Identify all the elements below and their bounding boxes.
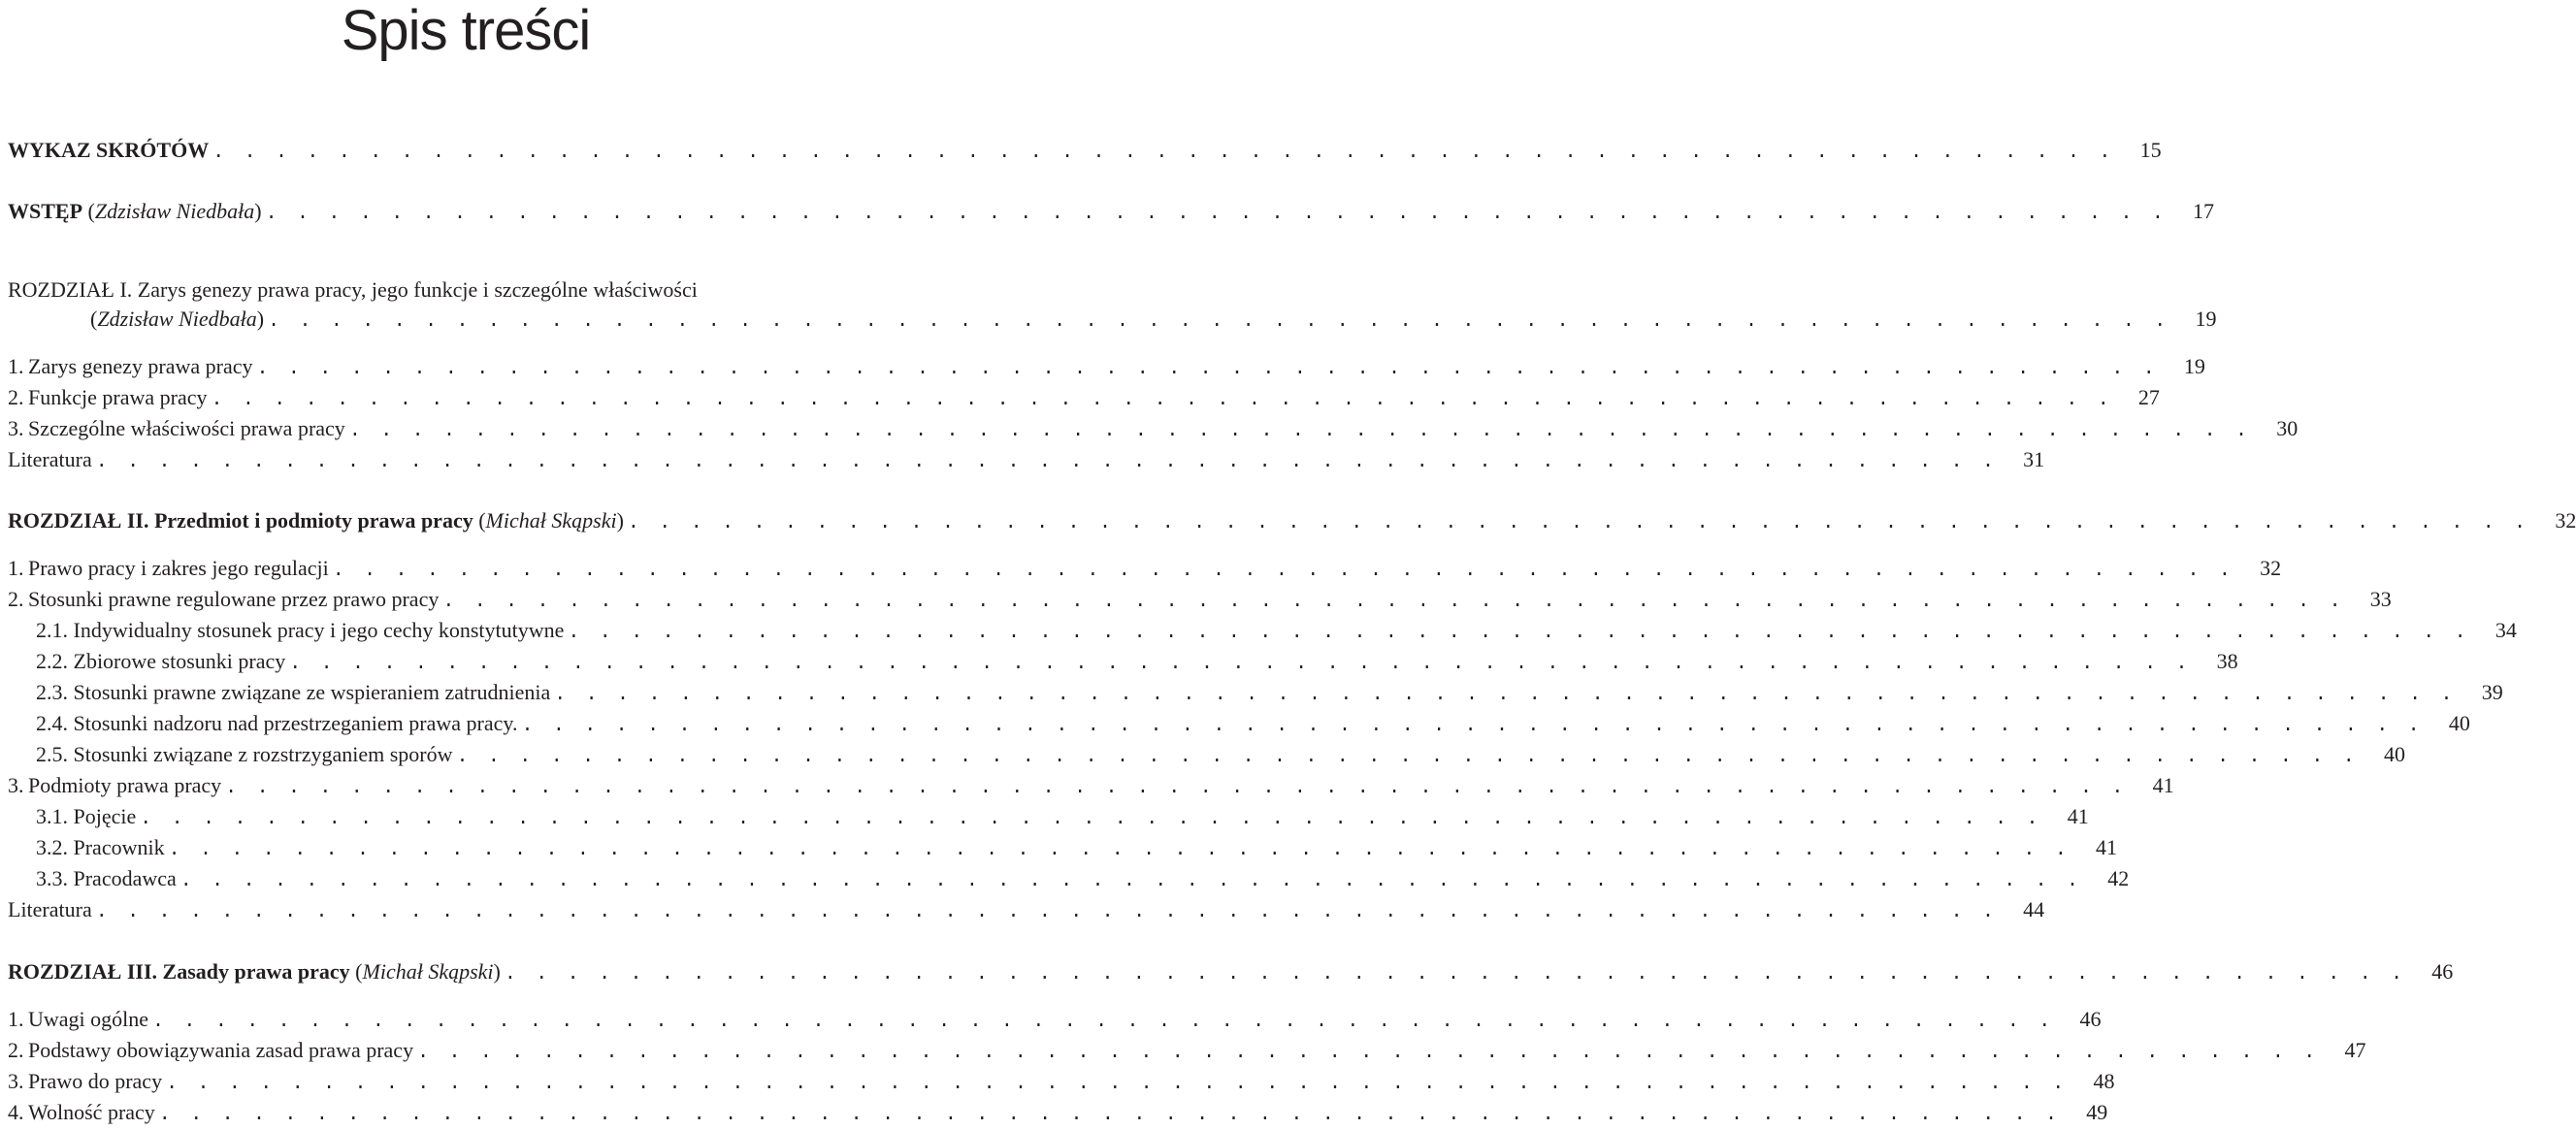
toc-entry-label: [8, 585, 439, 614]
toc-entry-bold-title: ROZDZIAŁ III. Zasady prawa pracy: [8, 959, 350, 984]
toc-entry: [8, 352, 2205, 381]
toc-entry-label: [8, 414, 345, 443]
toc-entry-label: [8, 275, 698, 305]
toc-entry-text: (: [82, 199, 95, 223]
toc-entry-page-number: 41: [2067, 804, 2089, 828]
toc-entry-text: (: [473, 508, 486, 533]
dot-leader: . . . . . . . . . . . . . . . . . . . . . . . . . . . . . . . . . . . . . . . . . . . . . . . . . . . . . . . . . . . . .: [521, 715, 2424, 737]
toc-entry-page-number: 30: [2276, 416, 2299, 440]
toc-entry-page-number: 41: [2152, 773, 2174, 797]
toc-entry: [8, 275, 931, 305]
toc-entry-text: Szczególne właściwości prawa pracy: [28, 416, 345, 440]
toc-entry-label: [8, 957, 501, 986]
toc-entry-page-number: 49: [2086, 1100, 2108, 1124]
toc-entry-text: Indywidualny stosunek pracy i jego cechy konstytutywne: [68, 618, 565, 642]
toc-entry: [36, 678, 2503, 707]
toc-entry: [8, 1005, 2102, 1034]
toc-entry-text: Zarys genezy prawa pracy: [28, 354, 253, 378]
toc-entry-label: [36, 647, 285, 676]
dot-leader: . . . . . . . . . . . . . . . . . . . . . . . . . . . . . . . . . . . . . . . . . . . . . . . . . . . . . . . . . . . . .: [442, 591, 2345, 613]
toc-entry: [36, 616, 2517, 645]
toc-entry-number: 2.1.: [36, 618, 68, 642]
toc-entry: [8, 136, 2162, 165]
toc-entry-author: Michał Skąpski: [362, 959, 494, 984]
dot-leader: . . . . . . . . . . . . . . . . . . . . . . . . . . . . . . . . . . . . . . . . . . . . . . . . . . . . . . . . . . . . .: [348, 420, 2252, 442]
toc-entry-text: Pracodawca: [68, 866, 177, 890]
toc-entry: [8, 957, 2454, 986]
toc-entry-label: [8, 554, 329, 583]
toc-entry-text: Stosunki prawne związane ze wspieraniem zatrudnienia: [68, 680, 551, 704]
toc-entry-number: 4.: [8, 1100, 24, 1124]
toc-entry-page-number: 46: [2079, 1007, 2102, 1031]
toc-entry-page-number: 32: [2260, 556, 2282, 580]
dot-leader: . . . . . . . . . . . . . . . . . . . . . . . . . . . . . . . . . . . . . . . . . . . . . . . . . . . . . . . . . . . . .: [568, 622, 2470, 644]
toc-entry-bold-title: ROZDZIAŁ II. Przedmiot i podmioty prawa pracy: [8, 508, 473, 533]
toc-entry-text: Prawo do pracy: [28, 1069, 163, 1093]
toc-entry-page-number: 46: [2431, 959, 2454, 984]
toc-entry-number: 1.: [8, 1007, 24, 1031]
toc-entry-text: Funkcje prawa pracy: [28, 385, 208, 409]
toc-entry-text: Stosunki nadzoru nad przestrzeganiem prawa pracy.: [68, 711, 518, 735]
toc-entry-text: Pracownik: [68, 835, 165, 859]
toc-entry-author: Michał Skąpski: [485, 508, 617, 533]
toc-entry-close-paren: ): [256, 307, 265, 331]
toc-entry-number: 3.3.: [36, 866, 68, 890]
toc-entry-number: 2.3.: [36, 680, 68, 704]
toc-entry-text: ROZDZIAŁ I. Zarys genezy prawa pracy, jego funkcje i szczególne właściwości: [8, 277, 698, 302]
toc-entry: [36, 647, 2238, 676]
toc-entry-close-paren: ): [493, 959, 501, 984]
toc-entry-number: 1.: [8, 556, 24, 580]
dot-leader: . . . . . . . . . . . . . . . . . . . . . . . . . . . . . . . . . . . . . . . . . . . . . . . . . . . . . . . . . . . . .: [554, 684, 2457, 706]
toc-entry-number: 2.5.: [36, 742, 68, 766]
toc-entry-text: Wolność pracy: [28, 1100, 155, 1124]
toc-entry-number: 2.: [8, 1038, 24, 1062]
toc-entry: [8, 771, 2174, 800]
toc-entry-label: [36, 616, 564, 645]
toc-entry-label: [36, 833, 165, 862]
toc-entry: [8, 1098, 2108, 1127]
toc-entry: [8, 1036, 2366, 1065]
toc-entry-number: 3.: [8, 773, 24, 797]
toc-entry-label: [8, 1067, 162, 1096]
toc-entry-page-number: 42: [2107, 866, 2130, 890]
toc-entry-label: [8, 445, 92, 474]
toc-entry-author: Zdzisław Niedbała: [94, 199, 255, 223]
dot-leader: . . . . . . . . . . . . . . . . . . . . . . . . . . . . . . . . . . . . . . . . . . . . . . . . . . . . . . . . . . . . .: [211, 389, 2113, 411]
toc-entry-page-number: 32: [2555, 508, 2576, 533]
toc-entry-page-number: 31: [2023, 447, 2045, 471]
toc-entry-page-number: 40: [2448, 711, 2470, 735]
dot-leader: . . . . . . . . . . . . . . . . . . . . . . . . . . . . . . . . . . . . . . . . . . . . . . . . . . . . . . . . . . . . .: [95, 451, 1999, 473]
toc-entry: [8, 585, 2392, 614]
toc-entry-page-number: 41: [2096, 835, 2118, 859]
dot-leader: . . . . . . . . . . . . . . . . . . . . . . . . . . . . . . . . . . . . . . . . . . . . . . . . . . . . . . . . . . . . .: [225, 777, 2128, 799]
toc-entry-label: [8, 771, 221, 800]
toc-entry-text: (: [349, 959, 363, 984]
toc-entry: [36, 802, 2089, 831]
toc-entry-label: [36, 740, 453, 769]
toc-entry-label: [36, 864, 177, 893]
toc-entry-close-paren: ): [254, 199, 262, 223]
toc-entry-text: Prawo pracy i zakres jego regulacji: [28, 556, 329, 580]
page-title: Spis treści: [341, 0, 591, 62]
toc-entry-text: Stosunki prawne regulowane przez prawo pracy: [28, 587, 440, 611]
dot-leader: . . . . . . . . . . . . . . . . . . . . . . . . . . . . . . . . . . . . . . . . . . . . . . . . . . . . . . . . . . . . .: [168, 839, 2071, 861]
toc-entry-label: [8, 352, 252, 381]
toc-entry-number: 3.1.: [36, 804, 68, 828]
toc-entry: [8, 506, 2576, 535]
dot-leader: . . . . . . . . . . . . . . . . . . . . . . . . . . . . . . . . . . . . . . . . . . . . . . . . . . . . . . . . . . . . .: [256, 358, 2159, 380]
toc-entry-text: Literatura: [8, 447, 92, 471]
toc-entry-page-number: 38: [2216, 649, 2238, 673]
dot-leader: . . . . . . . . . . . . . . . . . . . . . . . . . . . . . . . . . . . . . . . . . . . . . . . . . . . . . . . . . . . . .: [456, 746, 2359, 768]
toc-entry: [8, 895, 2045, 924]
toc-entry-page-number: 39: [2481, 680, 2503, 704]
toc-entry-text: Podmioty prawa pracy: [28, 773, 222, 797]
dot-leader: . . . . . . . . . . . . . . . . . . . . . . . . . . . . . . . . . . . . . . . . . . . . . . . . . . . . . . . . . . . . .: [158, 1104, 2062, 1126]
toc-entry-label: [8, 136, 209, 165]
toc-entry-number: 3.: [8, 1069, 24, 1093]
toc-entry: [8, 554, 2282, 583]
toc-entry-page-number: 15: [2139, 138, 2162, 162]
toc-entry-page-number: 48: [2093, 1069, 2115, 1093]
toc-entry-text: Stosunki związane z rozstrzyganiem sporów: [68, 742, 453, 766]
toc-entry-page-number: 33: [2369, 587, 2392, 611]
toc-entry-label: [8, 895, 92, 924]
toc-entry-label: [36, 802, 136, 831]
toc-entry: [36, 740, 2405, 769]
toc-entry: [8, 414, 2299, 443]
dot-leader: . . . . . . . . . . . . . . . . . . . . . . . . . . . . . . . . . . . . . . . . . . . . . . . . . . . . . . . . . . . . .: [152, 1011, 2055, 1033]
toc-entry-label: [90, 305, 264, 334]
toc-entry-author: Zdzisław Niedbała: [97, 307, 257, 331]
toc-entry-number: 2.: [8, 385, 24, 409]
toc-entry: [8, 383, 2160, 412]
toc-entry-label: [8, 506, 624, 535]
dot-leader: . . . . . . . . . . . . . . . . . . . . . . . . . . . . . . . . . . . . . . . . . . . . . . . . . . . . . . . . . . . . .: [265, 203, 2168, 225]
dot-leader: . . . . . . . . . . . . . . . . . . . . . . . . . . . . . . . . . . . . . . . . . . . . . . . . . . . . . . . . . . . . .: [332, 560, 2235, 582]
dot-leader: . . . . . . . . . . . . . . . . . . . . . . . . . . . . . . . . . . . . . . . . . . . . . . . . . . . . . . . . . . . . .: [95, 901, 1999, 923]
dot-leader: . . . . . . . . . . . . . . . . . . . . . . . . . . . . . . . . . . . . . . . . . . . . . . . . . . . . . . . . . . . . .: [289, 653, 2192, 675]
toc-entry-text: Zbiorowe stosunki pracy: [68, 649, 286, 673]
toc-entry: [8, 1067, 2115, 1096]
toc-entry-text: Pojęcie: [68, 804, 137, 828]
toc-entry-page-number: 40: [2383, 742, 2405, 766]
dot-leader: . . . . . . . . . . . . . . . . . . . . . . . . . . . . . . . . . . . . . . . . . . . . . . . . . . . . . . . . . . . . .: [627, 512, 2530, 534]
toc-entry-label: [36, 709, 517, 738]
dot-leader: . . . . . . . . . . . . . . . . . . . . . . . . . . . . . . . . . . . . . . . . . . . . . . . . . . . . . . . . . . . . .: [268, 310, 2170, 333]
toc-entry-number: 2.4.: [36, 711, 68, 735]
toc-entry-page-number: 19: [2183, 354, 2205, 378]
dot-leader: . . . . . . . . . . . . . . . . . . . . . . . . . . . . . . . . . . . . . . . . . . . . . . . . . . . . . . . . . . . . .: [166, 1073, 2069, 1095]
toc-entry: [8, 197, 2215, 226]
toc-entry: [36, 709, 2470, 738]
dot-leader: . . . . . . . . . . . . . . . . . . . . . . . . . . . . . . . . . . . . . . . . . . . . . . . . . . . . . . . . . . . . .: [504, 963, 2407, 985]
toc-entry-page-number: 44: [2023, 897, 2045, 921]
toc-entry-text: Uwagi ogólne: [28, 1007, 149, 1031]
toc-entry-page-number: 19: [2195, 307, 2217, 331]
dot-leader: . . . . . . . . . . . . . . . . . . . . . . . . . . . . . . . . . . . . . . . . . . . . . . . . . . . . . . . . . . . . .: [140, 808, 2042, 830]
toc-entry-page-number: 17: [2193, 199, 2215, 223]
toc-entry-text: Literatura: [8, 897, 92, 921]
toc-entry-close-paren: ): [616, 508, 624, 533]
toc-entry-number: 2.2.: [36, 649, 68, 673]
dot-leader: . . . . . . . . . . . . . . . . . . . . . . . . . . . . . . . . . . . . . . . . . . . . . . . . . . . . . . . . . . . . .: [179, 870, 2083, 892]
toc-entry-number: 1.: [8, 354, 24, 378]
dot-leader: . . . . . . . . . . . . . . . . . . . . . . . . . . . . . . . . . . . . . . . . . . . . . . . . . . . . . . . . . . . . .: [417, 1042, 2320, 1064]
toc-entry-number: 2.: [8, 587, 24, 611]
toc-entry-label: [36, 678, 550, 707]
toc-entry-label: [8, 1005, 148, 1034]
toc-entry: [36, 864, 2130, 893]
toc-entry-page-number: 47: [2344, 1038, 2366, 1062]
toc-entry-page-number: 27: [2137, 385, 2160, 409]
toc-entry-label: [8, 197, 262, 226]
toc-entry-number: 3.2.: [36, 835, 68, 859]
toc-entry-text: (: [90, 307, 98, 331]
toc-entry-label: [8, 1036, 413, 1065]
toc-entry-label: [8, 383, 207, 412]
toc-entry-label: [8, 1098, 155, 1127]
toc-entry-text: Podstawy obowiązywania zasad prawa pracy: [28, 1038, 414, 1062]
toc-entry: [90, 305, 2217, 334]
dot-leader: . . . . . . . . . . . . . . . . . . . . . . . . . . . . . . . . . . . . . . . . . . . . . . . . . . . . . . . . . . . . .: [212, 142, 2115, 164]
toc-entry: [8, 445, 2045, 474]
toc-entry-bold-title: WSTĘP: [8, 199, 83, 223]
toc-entry-bold-title: WYKAZ SKRÓTÓW: [8, 138, 210, 162]
toc-entry-page-number: 34: [2494, 618, 2517, 642]
toc-entry-number: 3.: [8, 416, 24, 440]
toc-entry: [36, 833, 2118, 862]
